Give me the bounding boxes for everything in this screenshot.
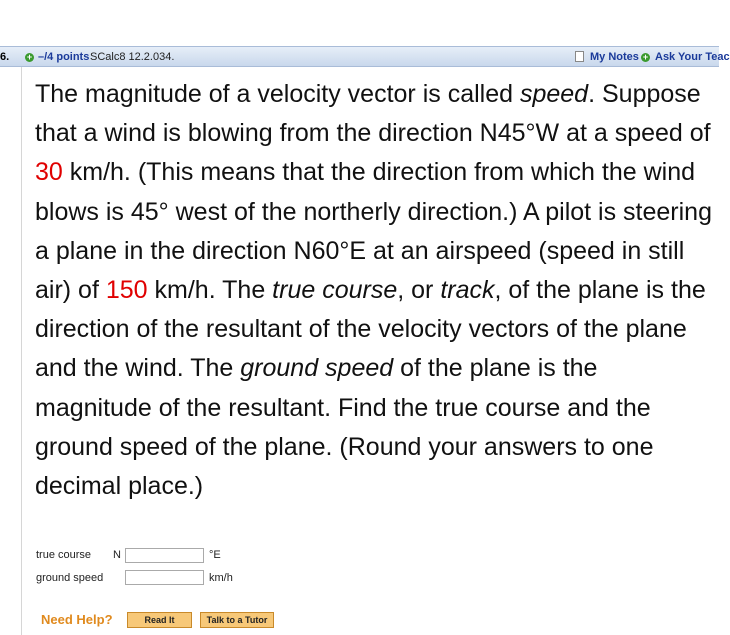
problem-text-part: . Suppose that a wind is blowing from the direction N45°W at a speed of <box>35 80 711 148</box>
problem-text-part: The magnitude of a velocity vector is called <box>35 80 520 108</box>
true-course-prefix: N <box>113 549 121 561</box>
ground-speed-label: ground speed <box>36 572 104 584</box>
ground-speed-input[interactable] <box>125 570 204 585</box>
problem-text-part: km/h. The <box>147 276 273 305</box>
given-wind-speed: 30 <box>35 158 63 187</box>
given-airspeed: 150 <box>105 276 148 305</box>
expand-plus-icon[interactable]: + <box>26 52 33 62</box>
problem-text-part: , or <box>397 276 441 305</box>
problem-text-part: km/h. (This means that the direction from which the wind blows is 45° west of the northerly direction.) A pilot is steering a plane in the direction N60°E at an airspeed (speed in still air) of <box>35 158 712 305</box>
term-true-course: true course <box>272 276 398 305</box>
question-header <box>0 46 730 67</box>
talk-to-tutor-button[interactable]: Talk to a Tutor <box>200 612 274 628</box>
true-course-unit: °E <box>209 549 221 561</box>
true-course-label: true course <box>36 549 92 561</box>
ground-speed-unit: km/h <box>209 572 233 584</box>
question-source: SCalc8 12.2.034. <box>90 51 175 63</box>
points-label: –/4 points <box>38 51 90 63</box>
problem-text-part: , of the plane is the direction of the resultant of the velocity vectors of the plane and the wind. The <box>35 276 706 383</box>
read-it-button[interactable]: Read It <box>127 612 192 628</box>
need-help-label: Need Help? <box>41 612 113 627</box>
ask-teacher-plus-icon[interactable]: + <box>642 52 649 62</box>
problem-text-part: of the plane is the magnitude of the resultant. Find the true course and the ground speed of the plane. (Round your answers to one decimal place.) <box>35 354 654 501</box>
true-course-input[interactable] <box>125 548 204 563</box>
problem-text <box>35 75 715 506</box>
ask-teacher-link[interactable]: Ask Your Teac <box>655 51 730 63</box>
question-number: 6. <box>0 51 10 63</box>
term-ground-speed: ground speed <box>240 354 394 383</box>
notes-icon[interactable] <box>575 51 584 62</box>
term-speed: speed <box>519 80 589 108</box>
my-notes-link[interactable]: My Notes <box>590 51 639 63</box>
term-track: track <box>440 276 495 305</box>
left-divider <box>21 67 22 635</box>
